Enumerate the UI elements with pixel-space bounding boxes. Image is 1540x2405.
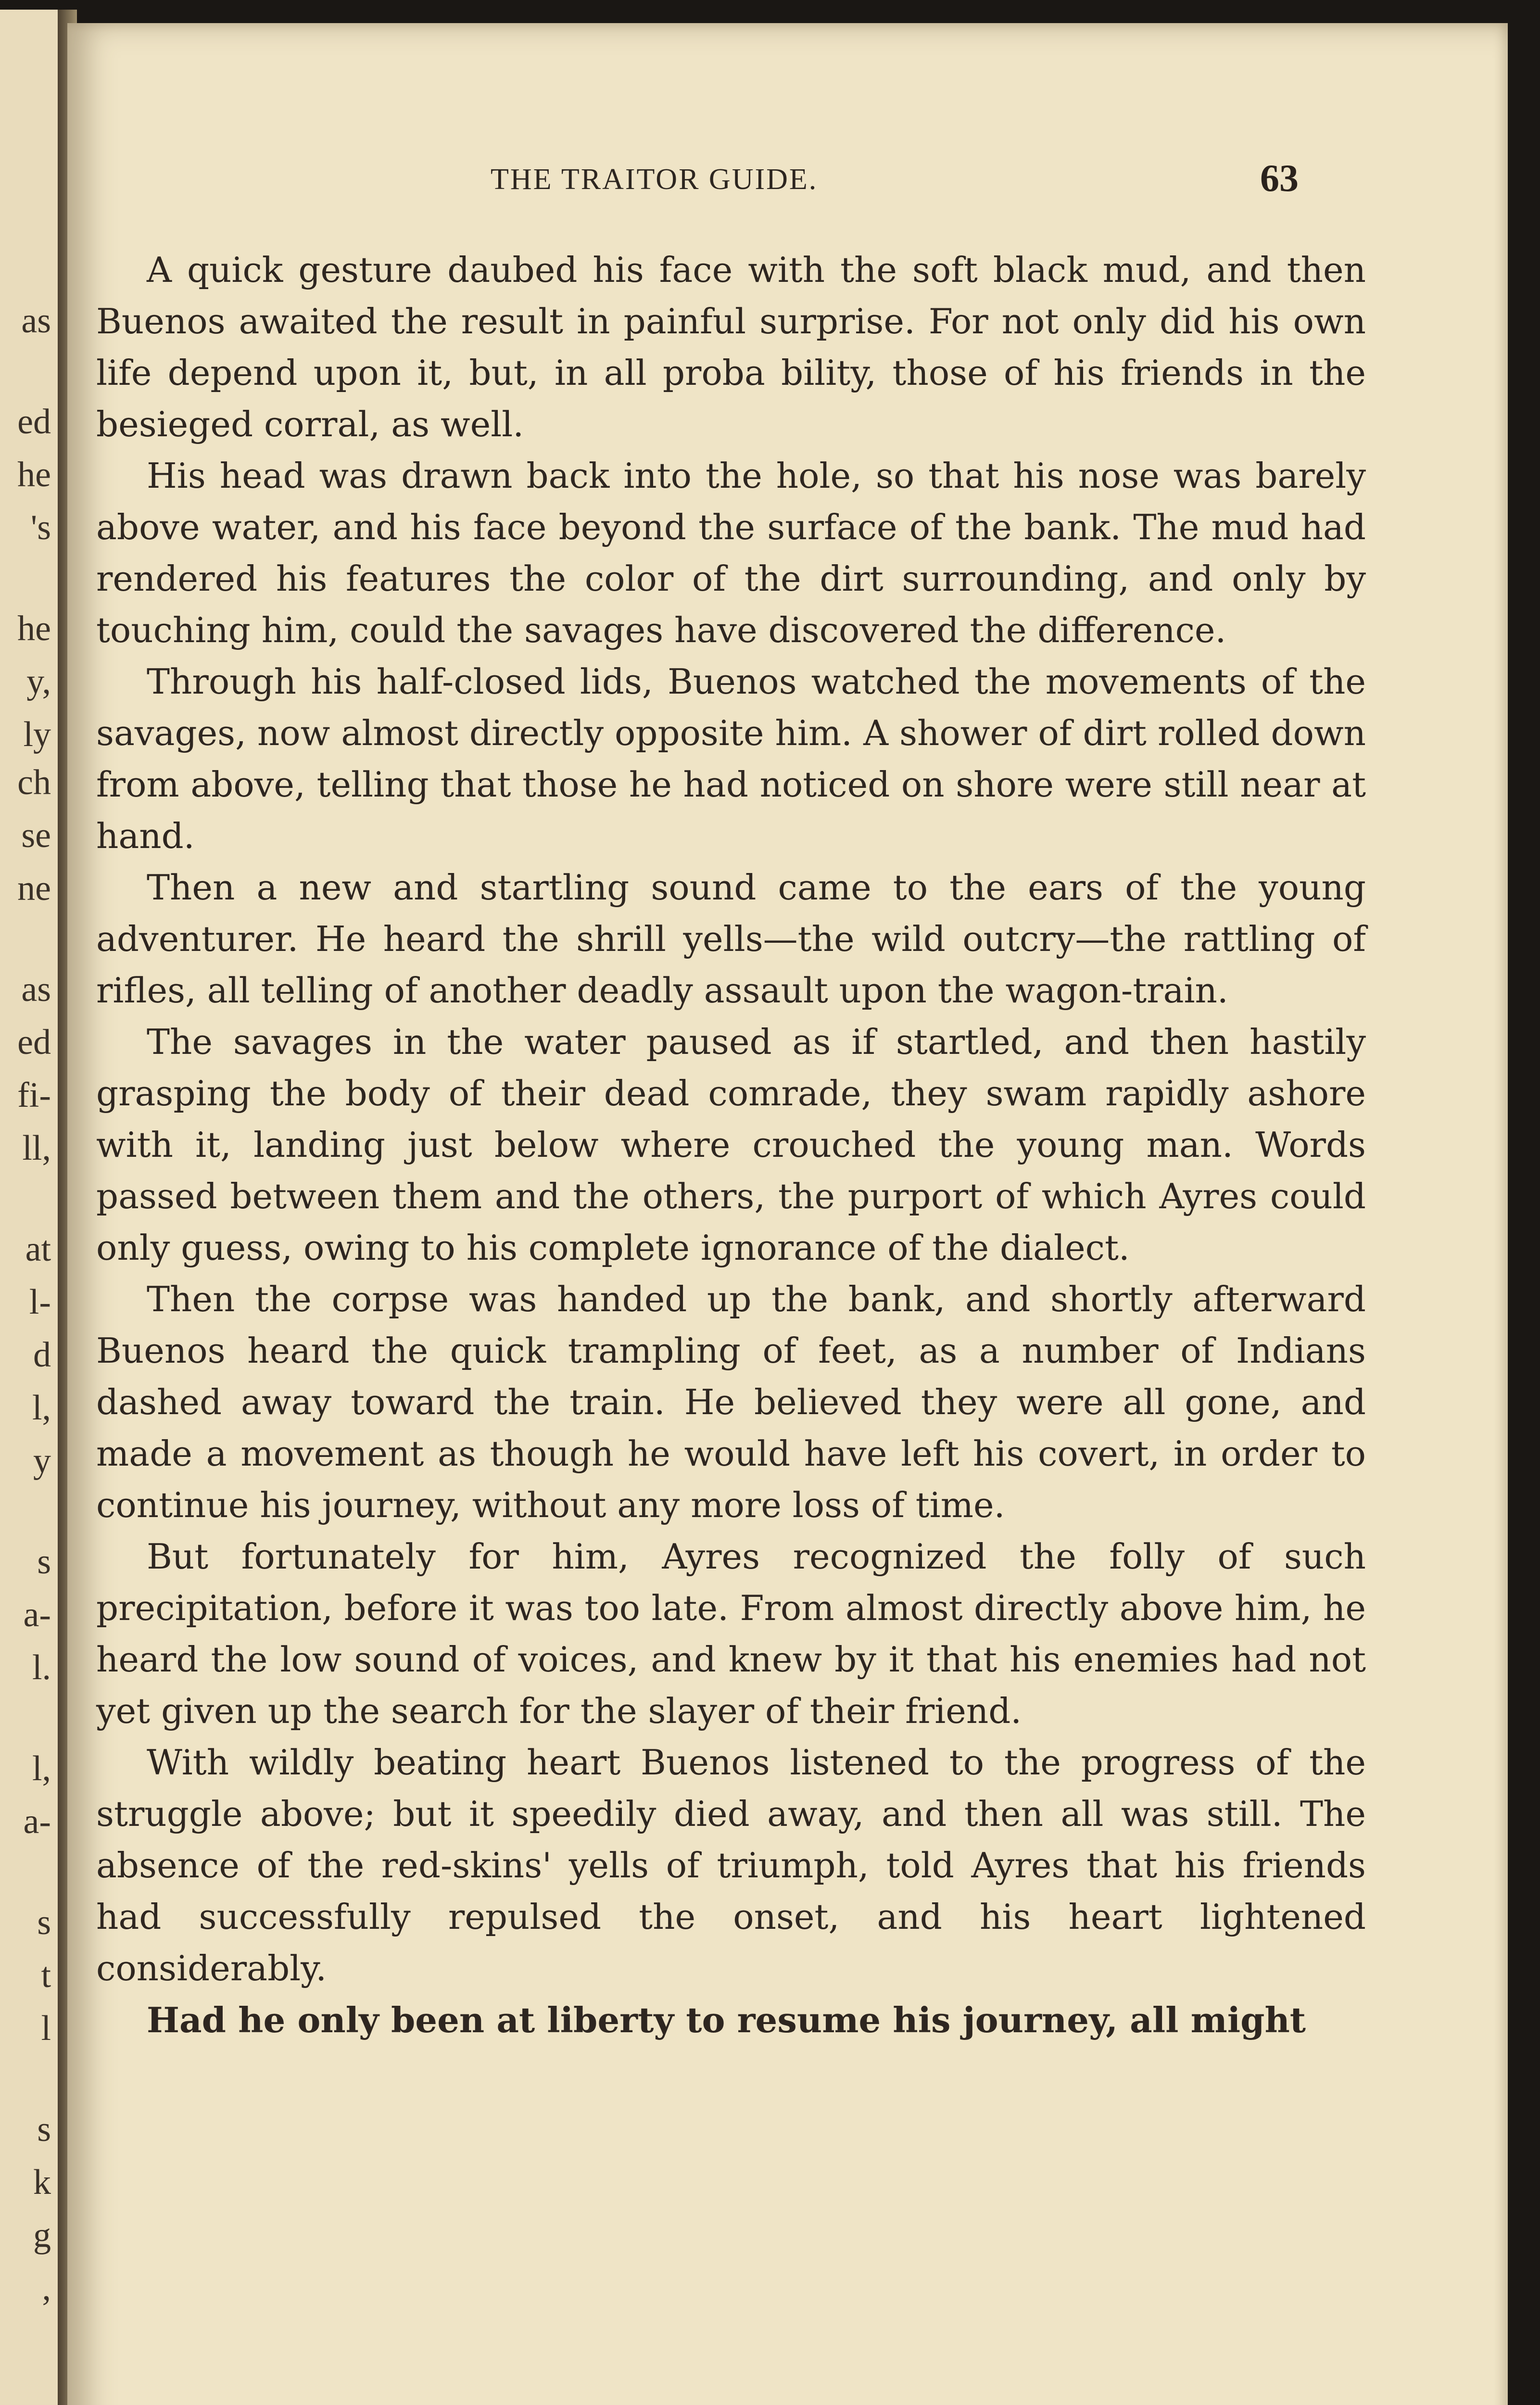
paragraph: Through his half-closed lids, Buenos watched the movements of the savages, now almost directly opposite him. A shower of dirt rolled down from above, telling that those he had noticed on shore were still near at hand. bbox=[96, 661, 1366, 856]
margin-fragment: as bbox=[21, 301, 51, 341]
paragraph: A quick gesture daubed his face with the soft black mud, and then Buenos awaited the result in painful surprise. For not only did his own life depend upon it, but, in all proba bility, those of his friends in the besieged corral, as well. bbox=[96, 250, 1366, 444]
margin-fragment: l- bbox=[29, 1282, 51, 1322]
margin-fragment: 's bbox=[30, 508, 51, 547]
page-number: 63 bbox=[1260, 157, 1299, 200]
margin-fragment: ed bbox=[17, 402, 51, 442]
margin-fragment: fi- bbox=[17, 1076, 51, 1115]
margin-fragment: ed bbox=[17, 1023, 51, 1062]
margin-fragment: , bbox=[42, 2268, 51, 2308]
margin-fragment: a- bbox=[23, 1595, 51, 1634]
paragraph: With wildly beating heart Buenos listened to the progress of the struggle above; but it speedily died away, and then all was still. The absence of the red-skins' yells of triumph, told Ayres that his friends had successfully repulsed the onset, and his heart lightened considerably. bbox=[96, 1742, 1366, 1988]
margin-fragment: a- bbox=[23, 1802, 51, 1841]
margin-fragment: l bbox=[41, 2009, 51, 2048]
margin-fragment: s bbox=[37, 2110, 51, 2149]
paragraph: Then a new and startling sound came to the ears of the young adventurer. He heard the shrill yells—the wild outcry—the rattling of rifles, all telling of another deadly assault upon the wagon-train. bbox=[96, 867, 1366, 1011]
margin-fragment: l, bbox=[32, 1388, 51, 1428]
margin-fragment: ly bbox=[23, 715, 51, 754]
book-page bbox=[67, 23, 1508, 2405]
margin-fragment: t bbox=[41, 1956, 51, 1995]
margin-fragment: he bbox=[17, 609, 51, 648]
margin-fragment: he bbox=[17, 455, 51, 494]
margin-fragment: k bbox=[33, 2163, 51, 2202]
paragraph: Then the corpse was handed up the bank, and shortly afterward Buenos heard the quick trampling of feet, as a number of Indians dashed away toward the train. He believed they were all gone, and made a movement as though he would have left his covert, in order to continue his journey, without any more loss of time. bbox=[96, 1279, 1366, 1525]
margin-fragment: l, bbox=[32, 1749, 51, 1788]
margin-fragment: ne bbox=[17, 869, 51, 908]
margin-fragment: s bbox=[37, 1542, 51, 1582]
margin-fragment: at bbox=[25, 1229, 51, 1269]
paragraph: His head was drawn back into the hole, so that his nose was barely above water, and his face beyond the surface of the bank. The mud had rendered his features the color of the dirt surrounding, and only by touching him, could the savages have discovered the difference. bbox=[96, 456, 1366, 650]
body-text bbox=[96, 244, 1366, 2046]
margin-fragment: ll, bbox=[22, 1128, 51, 1168]
margin-fragment: l. bbox=[32, 1648, 51, 1687]
margin-fragment: y, bbox=[26, 662, 51, 701]
margin-fragment: g bbox=[33, 2215, 51, 2255]
margin-fragment: as bbox=[21, 970, 51, 1009]
margin-fragment: ch bbox=[17, 763, 51, 802]
margin-fragment: d bbox=[33, 1335, 51, 1375]
paragraph: The savages in the water paused as if startled, and then hastily grasping the body of their dead comrade, they swam rapidly ashore with it, landing just below where crouched the young man. Words passed between them and the others, the purport of which Ayres could only guess, owing to his complete ignorance of the dialect. bbox=[96, 1022, 1366, 1268]
margin-fragment: y bbox=[33, 1441, 51, 1481]
margin-fragment: s bbox=[37, 1903, 51, 1942]
previous-page-edge bbox=[0, 10, 61, 2405]
paragraph: But fortunately for him, Ayres recognized the folly of such precipitation, before it was too late. From almost directly above him, he heard the low sound of voices, and knew by it that his enemies had not yet given up the search for the slayer of their friend. bbox=[96, 1536, 1366, 1731]
margin-fragment: se bbox=[21, 816, 51, 855]
running-head: THE TRAITOR GUIDE. bbox=[491, 163, 818, 196]
paragraph-continues: Had he only been at liberty to resume his journey, all might bbox=[147, 2000, 1306, 2040]
